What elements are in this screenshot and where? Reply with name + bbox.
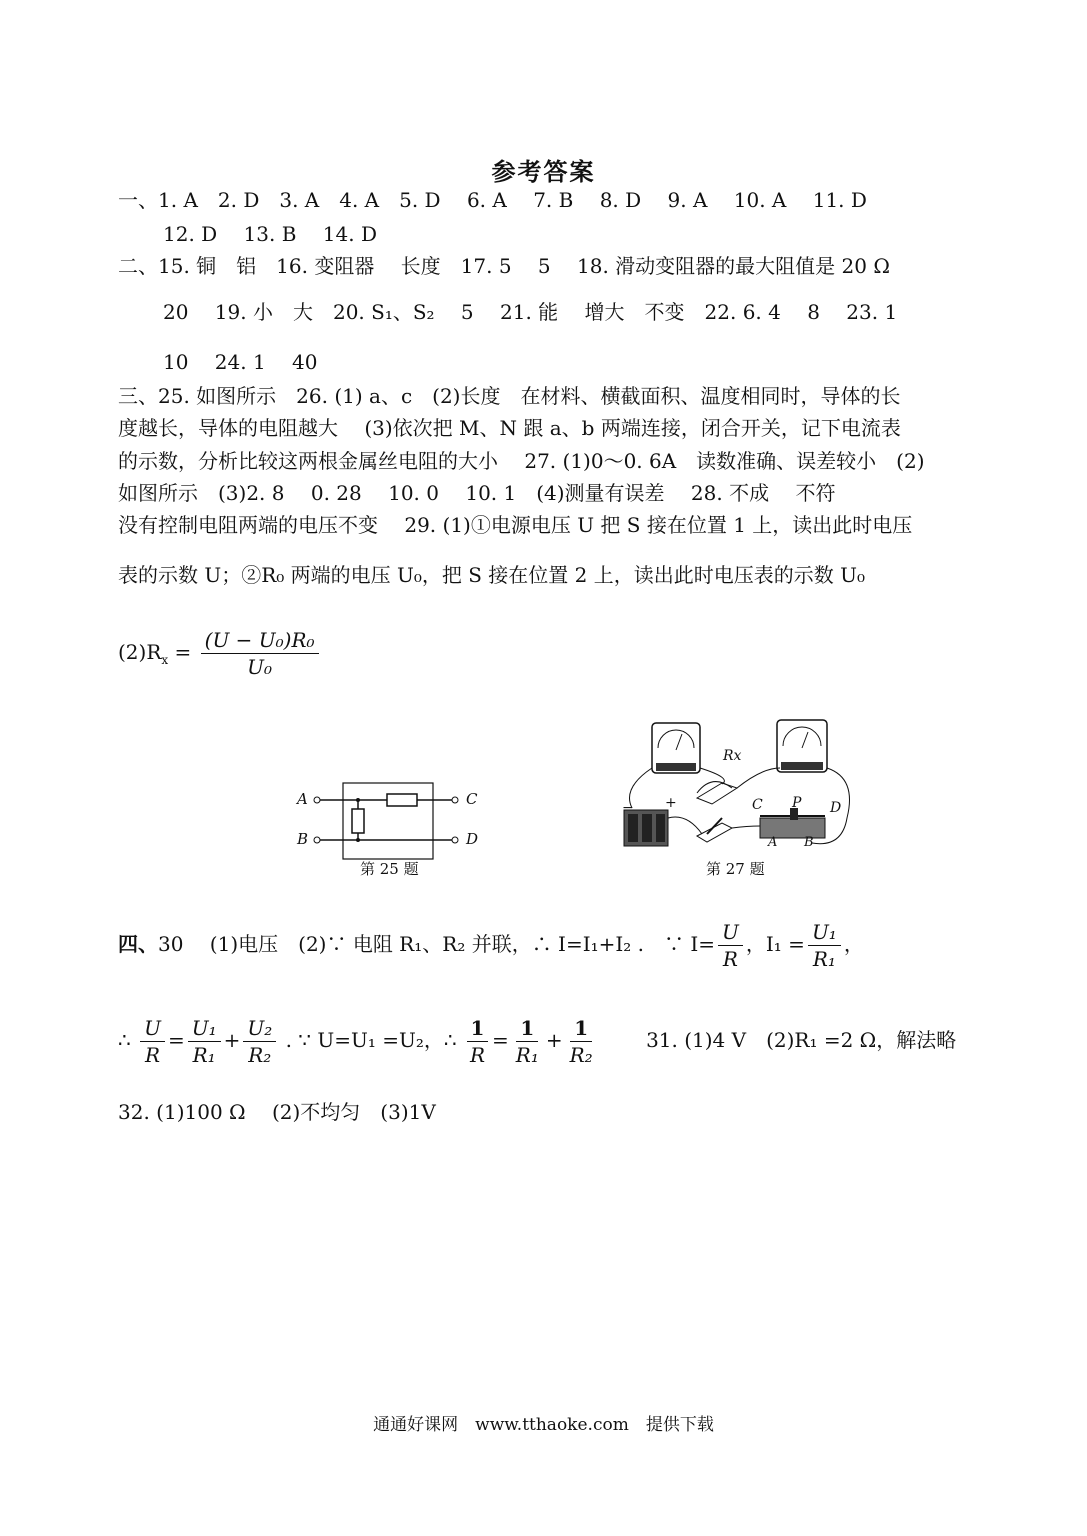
plus-sign: + <box>545 1028 563 1052</box>
fig27-label-plus: + <box>665 795 677 811</box>
equals-sign: = <box>167 1028 185 1052</box>
fraction-denominator: R₁ <box>192 1043 216 1067</box>
answer-line-1: 一、1. A 2. D 3. A 4. A 5. D 6. A 7. B 8. D 9. A 10. A 11. D <box>118 188 867 212</box>
fraction-denominator: R₂ <box>569 1043 593 1067</box>
fig27-caption: 第 27 题 <box>706 860 765 878</box>
answer-line-7: 度越长，导体的电阻越大 (3)依次把 M、N 跟 a、b 两端连接，闭合开关，记下电流表 <box>118 416 901 440</box>
answer-line-15: 32. (1)100 Ω (2)不均匀 (3)1V <box>118 1100 436 1124</box>
eq-fraction-4 <box>466 1015 489 1068</box>
eq-fraction-6 <box>566 1015 597 1068</box>
equals-sign: = <box>492 1028 509 1052</box>
answer-line-4: 20 19. 小 大 20. S₁、S₂ 5 21. 能 增大 不变 22. 6. 4 8 23. 1 <box>163 300 898 324</box>
fig27-label-b: B <box>804 835 814 850</box>
q30-text: 30 (1)电压 (2)∵ 电阻 R₁、R₂ 并联，∴ I=I₁+I₂ . ∵ I= <box>158 932 716 956</box>
fraction-numerator: U₁ <box>188 1015 221 1042</box>
rx-sub: x <box>161 653 169 667</box>
eq-fraction-5 <box>512 1015 543 1068</box>
fig25-caption: 第 25 题 <box>360 860 419 878</box>
answer-line-10: 没有控制电阻两端的电压不变 29. (1)①电源电压 U 把 S 接在位置 1 上，读出此时电压 <box>118 513 913 537</box>
rx-denominator: U₀ <box>247 655 273 679</box>
fig27-label-rx: Rx <box>723 748 742 764</box>
fig25-label-d: D <box>466 830 479 848</box>
fig27-label-p: P <box>792 795 802 811</box>
fraction-denominator: R₂ <box>248 1043 272 1067</box>
footer-credit: 通通好课网 www.tthaoke.com 提供下载 <box>373 1415 714 1435</box>
q30-fraction-2 <box>808 919 841 972</box>
answer-line-5: 10 24. 1 40 <box>163 350 318 374</box>
q30-text-3: ， <box>843 932 864 956</box>
plus-sign: + <box>223 1028 241 1052</box>
fig25-label-a: A <box>297 790 308 808</box>
eq-fraction-1 <box>140 1015 165 1068</box>
answer-line-2: 12. D 13. B 14. D <box>163 222 377 246</box>
eq-text: . ∵ U=U₁ =U₂，∴ <box>285 1028 457 1052</box>
answer-line-8: 的示数，分析比较这两根金属丝电阻的大小 27. (1)0～0. 6A 读数准确、误差较小 (2) <box>118 449 925 473</box>
page-title: 参考答案 <box>491 157 596 186</box>
answer-line-6: 三、25. 如图所示 26. (1) a、c (2)长度 在材料、横截面积、温度相同时，导体的长 <box>118 384 901 408</box>
fraction-denominator: R <box>722 947 738 971</box>
q30-fraction-1 <box>718 919 743 972</box>
answer-line-9: 如图所示 (3)2. 8 0. 28 10. 0 10. 1 (4)测量有误差 28. 不成 不符 <box>118 481 836 505</box>
rx-eq: = <box>174 640 192 664</box>
q31-text: 31. (1)4 V (2)R₁ =2 Ω，解法略 <box>646 1028 957 1052</box>
section-four-label: 四、 <box>118 932 158 956</box>
answer-line-14 <box>118 1012 956 1068</box>
fraction-numerator: U <box>718 919 743 946</box>
fig25-label-b: B <box>297 830 309 848</box>
fraction-numerator: 1 <box>516 1015 538 1042</box>
fraction-numerator: U₂ <box>243 1015 276 1042</box>
eq-fraction-2 <box>188 1015 221 1068</box>
fraction-numerator: U₁ <box>808 919 841 946</box>
answer-line-13 <box>118 916 864 972</box>
figure-27-apparatus <box>612 718 862 858</box>
fraction-denominator: R <box>144 1043 161 1067</box>
fraction-numerator: 1 <box>570 1015 592 1042</box>
rx-prefix: (2)R <box>118 640 162 664</box>
fraction-numerator: U <box>140 1015 165 1042</box>
therefore-symbol: ∴ <box>118 1028 131 1052</box>
fraction-numerator: 1 <box>467 1015 489 1042</box>
fig27-label-a: A <box>768 835 778 850</box>
rx-formula <box>118 622 322 690</box>
q30-text-2: ，I₁ = <box>745 932 805 956</box>
fraction-denominator: R <box>469 1043 486 1067</box>
fig27-label-minus: − <box>622 800 634 816</box>
answer-line-11: 表的示数 U；②R₀ 两端的电压 U₀，把 S 接在位置 2 上，读出此时电压表的示数 U₀ <box>118 563 865 587</box>
fraction-denominator: R₁ <box>515 1043 539 1067</box>
fig27-label-c: C <box>752 797 763 813</box>
rx-fraction <box>201 627 319 680</box>
fig25-label-c: C <box>466 790 478 808</box>
answer-line-3: 二、15. 铜 铝 16. 变阻器 长度 17. 5 5 18. 滑动变阻器的最大阻值是 20 Ω <box>118 254 890 278</box>
fig27-label-d: D <box>830 800 842 816</box>
eq-fraction-3 <box>243 1015 276 1068</box>
fraction-denominator: R₁ <box>812 947 836 971</box>
rx-numerator: (U − U₀)R₀ <box>201 627 319 654</box>
